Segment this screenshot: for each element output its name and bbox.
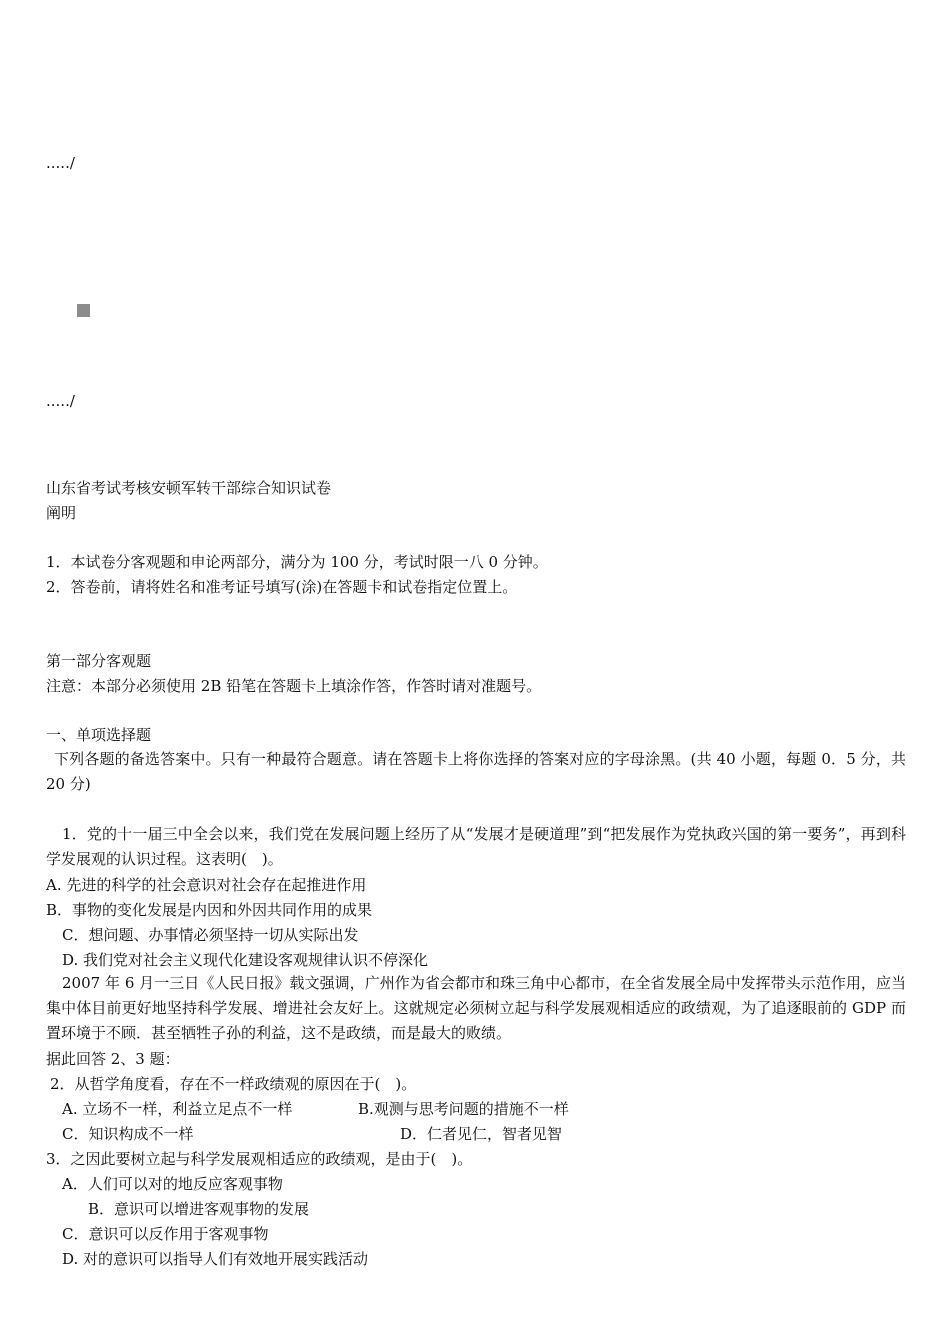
question-1-stem: 1．党的十一届三中全会以来，我们党在发展问题上经历了从“发展才是硬道理”到“把发展作为党执政兴国的第一要务”，再到科学发展观的认识过程。这表明( )。 (46, 825, 906, 868)
question-1-option-c: C．想问题、办事情必须坚持一切从实际出发 (62, 926, 359, 944)
note-2: 2．答卷前，请将姓名和准考证号填写(涂)在答题卡和试卷指定位置上。 (46, 578, 518, 596)
question-3-option-b: B．意识可以增进客观事物的发展 (88, 1200, 310, 1218)
header-dots-bottom: ...../ (46, 392, 75, 410)
section-description: 下列各题的备选答案中。只有一种最符合题意。请在答题卡上将你选择的答案对应的字母涂黑。(共 40 小题，每题 0．5 分，共 20 分) (46, 750, 906, 793)
notice-label: 阐明 (46, 504, 77, 522)
part-note: 注意：本部分必须使用 2B 铅笔在答题卡上填涂作答，作答时请对准题号。 (46, 677, 542, 695)
section-title: 一、单项选择题 (46, 726, 152, 744)
question-3-stem: 3．之因此要树立起与科学发展观相适应的政绩观，是由于( )。 (46, 1150, 473, 1168)
answer-prompt: 据此回答 2、3 题： (46, 1050, 180, 1068)
question-1-option-b: B．事物的变化发展是内因和外因共同作用的成果 (46, 901, 373, 919)
question-2-stem: 2．从哲学角度看，存在不一样政绩观的原因在于( )。 (50, 1075, 417, 1093)
question-2-option-d: D．仁者见仁，智者见智 (400, 1125, 563, 1143)
square-marker-icon (77, 304, 90, 317)
question-2-option-b: B.观测与思考问题的措施不一样 (358, 1100, 569, 1118)
document-title: 山东省考试考核安顿军转干部综合知识试卷 (46, 479, 332, 497)
question-3-option-a: A．人们可以对的地反应客观事物 (62, 1175, 283, 1193)
note-1: 1．本试卷分客观题和申论两部分，满分为 100 分，考试时限一八 0 分钟。 (46, 553, 548, 571)
question-2-option-c: C．知识构成不一样 (62, 1125, 194, 1143)
question-2-option-a: A. 立场不一样，利益立足点不一样 (62, 1100, 293, 1118)
part-title: 第一部分客观题 (46, 652, 152, 670)
question-3-option-d: D. 对的意识可以指导人们有效地开展实践活动 (62, 1250, 369, 1268)
question-1-option-a: A. 先进的科学的社会意识对社会存在起推进作用 (46, 876, 367, 894)
reading-passage: 2007 年 6 月一三日《人民日报》载文强调，广州作为省会都市和珠三角中心都市，在全省发展全局中发挥带头示范作用，应当集中体目前更好地坚持科学发展、增进社会友好上。这就规定必须树立起与科学发展观相适应的政绩观，为了追逐眼前的 GDP 而置环境于不顾．甚至牺牲子孙的利益，这不是政绩，而是最大的败绩。 (46, 974, 906, 1042)
header-dots-top: ...../ (46, 154, 75, 172)
question-1-option-d: D. 我们党对社会主义现代化建设客观规律认识不停深化 (62, 951, 429, 969)
question-3-option-c: C．意识可以反作用于客观事物 (62, 1225, 269, 1243)
